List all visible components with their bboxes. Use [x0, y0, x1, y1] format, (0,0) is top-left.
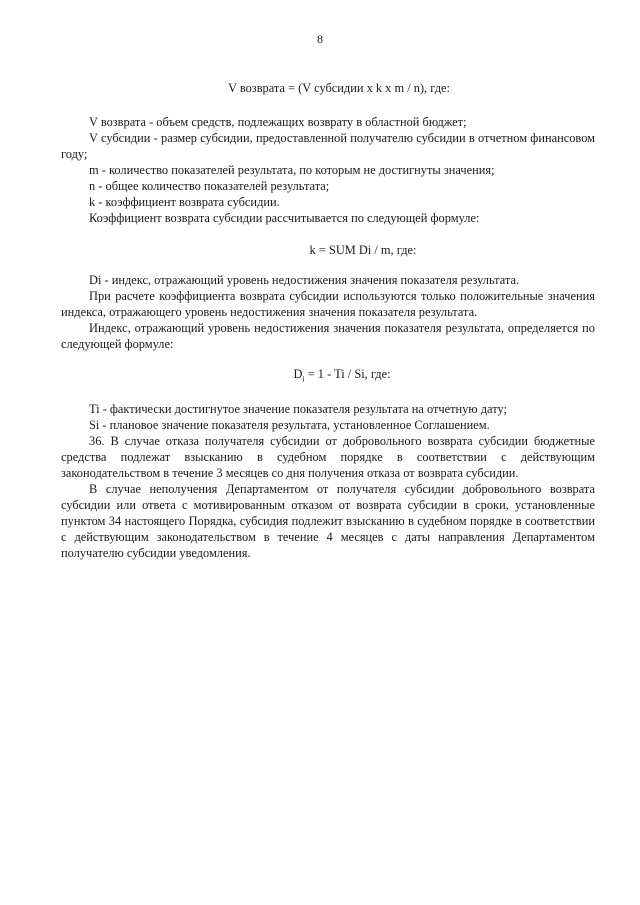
positive-values-note: При расчете коэффициента возврата субсидии используются только положительные значения индекса, отражающего уровень недостижения значения показателя результата. [61, 289, 595, 319]
formula-index-rest: = 1 - Ti / Si, где: [304, 367, 391, 381]
definition-v-refund: V возврата - объем средств, подлежащих возврату в областной бюджет; [89, 115, 467, 129]
formula-coefficient: k = SUM Di / m, где: [309, 243, 417, 257]
definition-ti: Ti - фактически достигнутое значение показателя результата на отчетную дату; [89, 402, 507, 417]
definition-n: n - общее количество показателей результата; [89, 179, 330, 193]
paragraph-non-receipt: В случае неполучения Департаментом от получателя субсидии добровольного возврата субсидии или ответа с мотивированным отказом от возврата субсидии в сроки, установленные пунктом 34 настоящего Порядка, субсидия подлежит взысканию в судебном порядке в соответствии с действующим законодательством в течение 4 месяцев с даты направления Департаментом получателю субсидии уведомления. [61, 482, 595, 561]
coefficient-intro: Коэффициент возврата субсидии рассчитывается по следующей формуле: [89, 211, 480, 225]
paragraph-36: 36. В случае отказа получателя субсидии от добровольного возврата субсидии бюджетные средства подлежат взысканию в судебном порядке в соответствии с действующим законодательством в течение 3 месяцев со дня получения отказа от возврата субсидии. [61, 434, 595, 481]
definition-di: Di - индекс, отражающий уровень недостижения значения показателя результата. [89, 273, 520, 287]
index-intro: Индекс, отражающий уровень недостижения значения показателя результата, определяется по следующей формуле: [61, 321, 595, 351]
formula-index-symbol: D [293, 367, 303, 381]
definition-m: m - количество показателей результата, по которым не достигнуты значения; [89, 163, 495, 177]
formula-index [89, 366, 595, 387]
definition-v-subsidy: V субсидии - размер субсидии, предоставленной получателю субсидии в отчетном финансовом году; [61, 131, 595, 161]
document-body [61, 80, 595, 561]
definition-k: k - коэффициент возврата субсидии. [89, 195, 280, 209]
definition-si: Si - плановое значение показателя результата, установленное Соглашением. [89, 418, 490, 433]
formula-index-subscript: i [302, 374, 305, 384]
page-number: 8 [317, 32, 323, 46]
formula-refund-volume: V возврата = (V субсидии x k x m / n), где: [228, 81, 450, 95]
